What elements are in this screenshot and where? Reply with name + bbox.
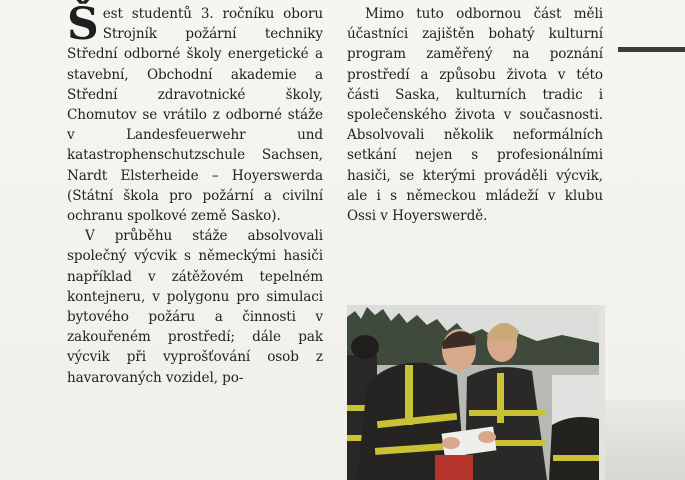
firefighter-figure — [549, 417, 599, 480]
photo-red-object — [435, 455, 473, 480]
section-divider-bar — [618, 47, 685, 52]
paragraph-text: Mimo tuto odbornou část měli účastníci zajištěn bohatý kulturní program zaměřený na poznání prostředí a způsobu života v této části Saska, kulturních tradic i společenského života v současnosti. Absolvovali několik neformálních setkání nejen s profesionálními hasiči, se kterými prováděli výcvik, ale i s německou mládeží v klubu Ossi v Hoyerswerdě. — [347, 6, 603, 225]
article-paragraph — [67, 0, 323, 226]
adjacent-photo-fragment — [605, 400, 685, 480]
firefighters-training-photo — [347, 305, 599, 480]
article-column-left — [67, 0, 323, 388]
paragraph-text: est studentů 3. ročníku oboru Strojník požární techniky Střední odborné školy energetické a stavební, Obchodní akademie a Střední zdravotnické školy, Chomutov se vrátilo z odborné stáže v Landesfeuerwehr und katastrophenschutzschule Sachsen, Nardt Elsterheide – Hoyerswerda (Státní škola pro požární a civilní ochranu spolkové země Sasko). — [67, 6, 323, 225]
article-paragraph — [347, 4, 603, 226]
article-paragraph — [67, 226, 323, 388]
drop-cap: Š — [67, 0, 99, 50]
paragraph-text: V průběhu stáže absolvovali společný výcvik s německými hasiči například v zátěžovém tepelném kontejneru, v polygonu pro simulaci bytového požáru a činnosti v zakouřeném prostředí; dále pak výcvik při vyprošťování osob z havarovaných vozidel, po- — [67, 228, 323, 386]
photo-illustration — [347, 305, 599, 480]
article-column-right — [347, 4, 603, 226]
